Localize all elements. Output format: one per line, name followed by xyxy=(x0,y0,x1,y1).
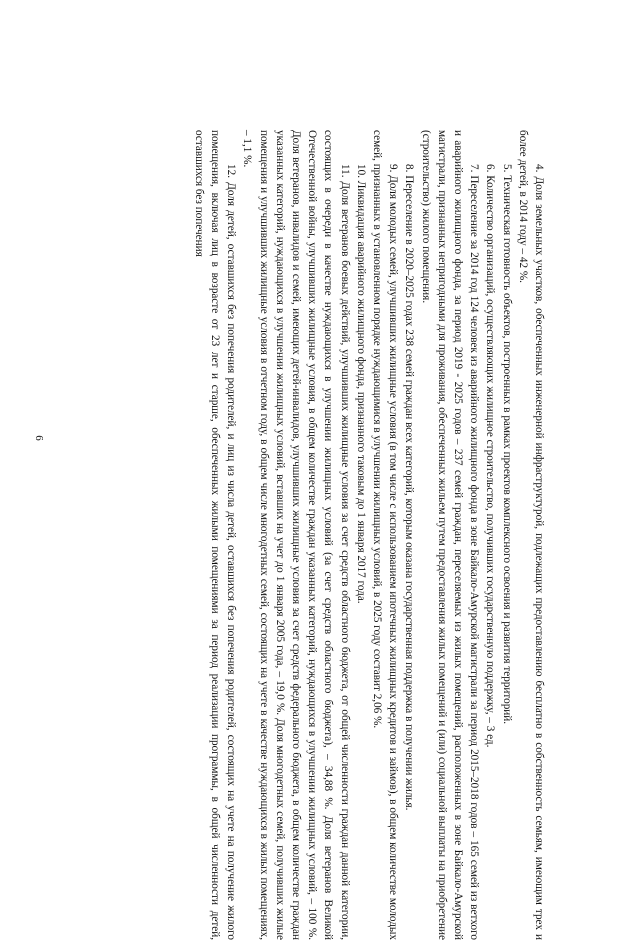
rotated-body-text xyxy=(43,130,547,940)
paragraph-5: 5. Техническая готовность объектов, построенных в рамках проектов комплексного освоения и развития территорий. xyxy=(500,164,513,725)
paragraph-7: 7. Переселение за 2014 год 124 человек из аварийного жилищного фонда в зоне Байкало-Амурской магистрали за период 2015–2018 годов – 165 семей из ветхого и аварийного жилищного фонда, за период 2019 - 2025 годов – 237 семей граждан, переселяемых из жилых помещений, расположенных в зоне Байкало-Амурской магистрали, признанных непригодными для проживания, обеспеченных жильем путем предоставления жилых помещений и (или) социальной выплаты на приобретение (строительство) жилого помещения. xyxy=(419,130,481,940)
paragraph-8: 8. Переселение в 2020–2025 годах 238 семей граждан всех категорий, которым оказана государственная поддержка в получении жилья. xyxy=(403,164,416,811)
page-number: 6 xyxy=(32,435,45,441)
paragraph-9: 9. Доля молодых семей, улучшивших жилищные условия (в том числе с использованием ипотечных жилищных кредитов и займов), в общем количестве молодых семей, признанных в установленном порядке нуждающимися в улучшении жилищных условий, в 2025 году составит 2,06 %. xyxy=(370,130,400,940)
paragraph-12: 12. Доля детей, оставшихся без попечения родителей, и лиц из числа детей, оставшихся без попечения родителей, состоящих на учете на получение жилого помещения, включая лиц в возрасте от 23 лет и старше, обеспеченных жилыми помещениями за период реализации программы, в общей численности детей, оставшихся без попечения xyxy=(192,130,238,940)
paragraph-6: 6. Количество организаций, осуществляющих жилищное строительство, получивших государственную поддержку, – 3 ед. xyxy=(484,164,497,748)
paragraph-10: 10. Ликвидация аварийного жилищного фонда, признанного таковым до 1 января 2017 года. xyxy=(354,164,367,604)
paragraph-4: 4. Доля земельных участков, обеспеченных инженерной инфраструктурой, подлежащих предоставлению бесплатно в собственность семьям, имеющим трех и более детей, в 2014 году – 42 %. xyxy=(516,130,545,940)
paragraph-11: 11. Доля ветеранов боевых действий, улучшивших жилищные условия за счет средств областного бюджета, от общей численности граждан данной категории, состоящих в очереди в качестве нуждающихся в улучшении жилищных условий (за счет средств областного бюджета), – 34,88 %. Доля ветеранов Великой Отечественной войны, улучшивших жилищные условия, в общем количестве граждан указанных категорий, нуждающихся в улучшении жилищных условий, – 100 %. Доля ветеранов, инвалидов и семей, имеющих детей-инвалидов, улучшивших жилищные условия за счет средств федерального бюджета, в общем количестве граждан указанных категорий, нуждающихся в улучшении жилищных условий, вставших на учет до 1 января 2005 года, – 19,0 %. Доля многодетных семей, получивших жилые помещения и улучшивших жилищные условия в отчетном году, в общем числе многодетных семей, состоящих на учете в качестве нуждающихся в жилых помещениях, – 1,1 %. xyxy=(241,130,351,940)
